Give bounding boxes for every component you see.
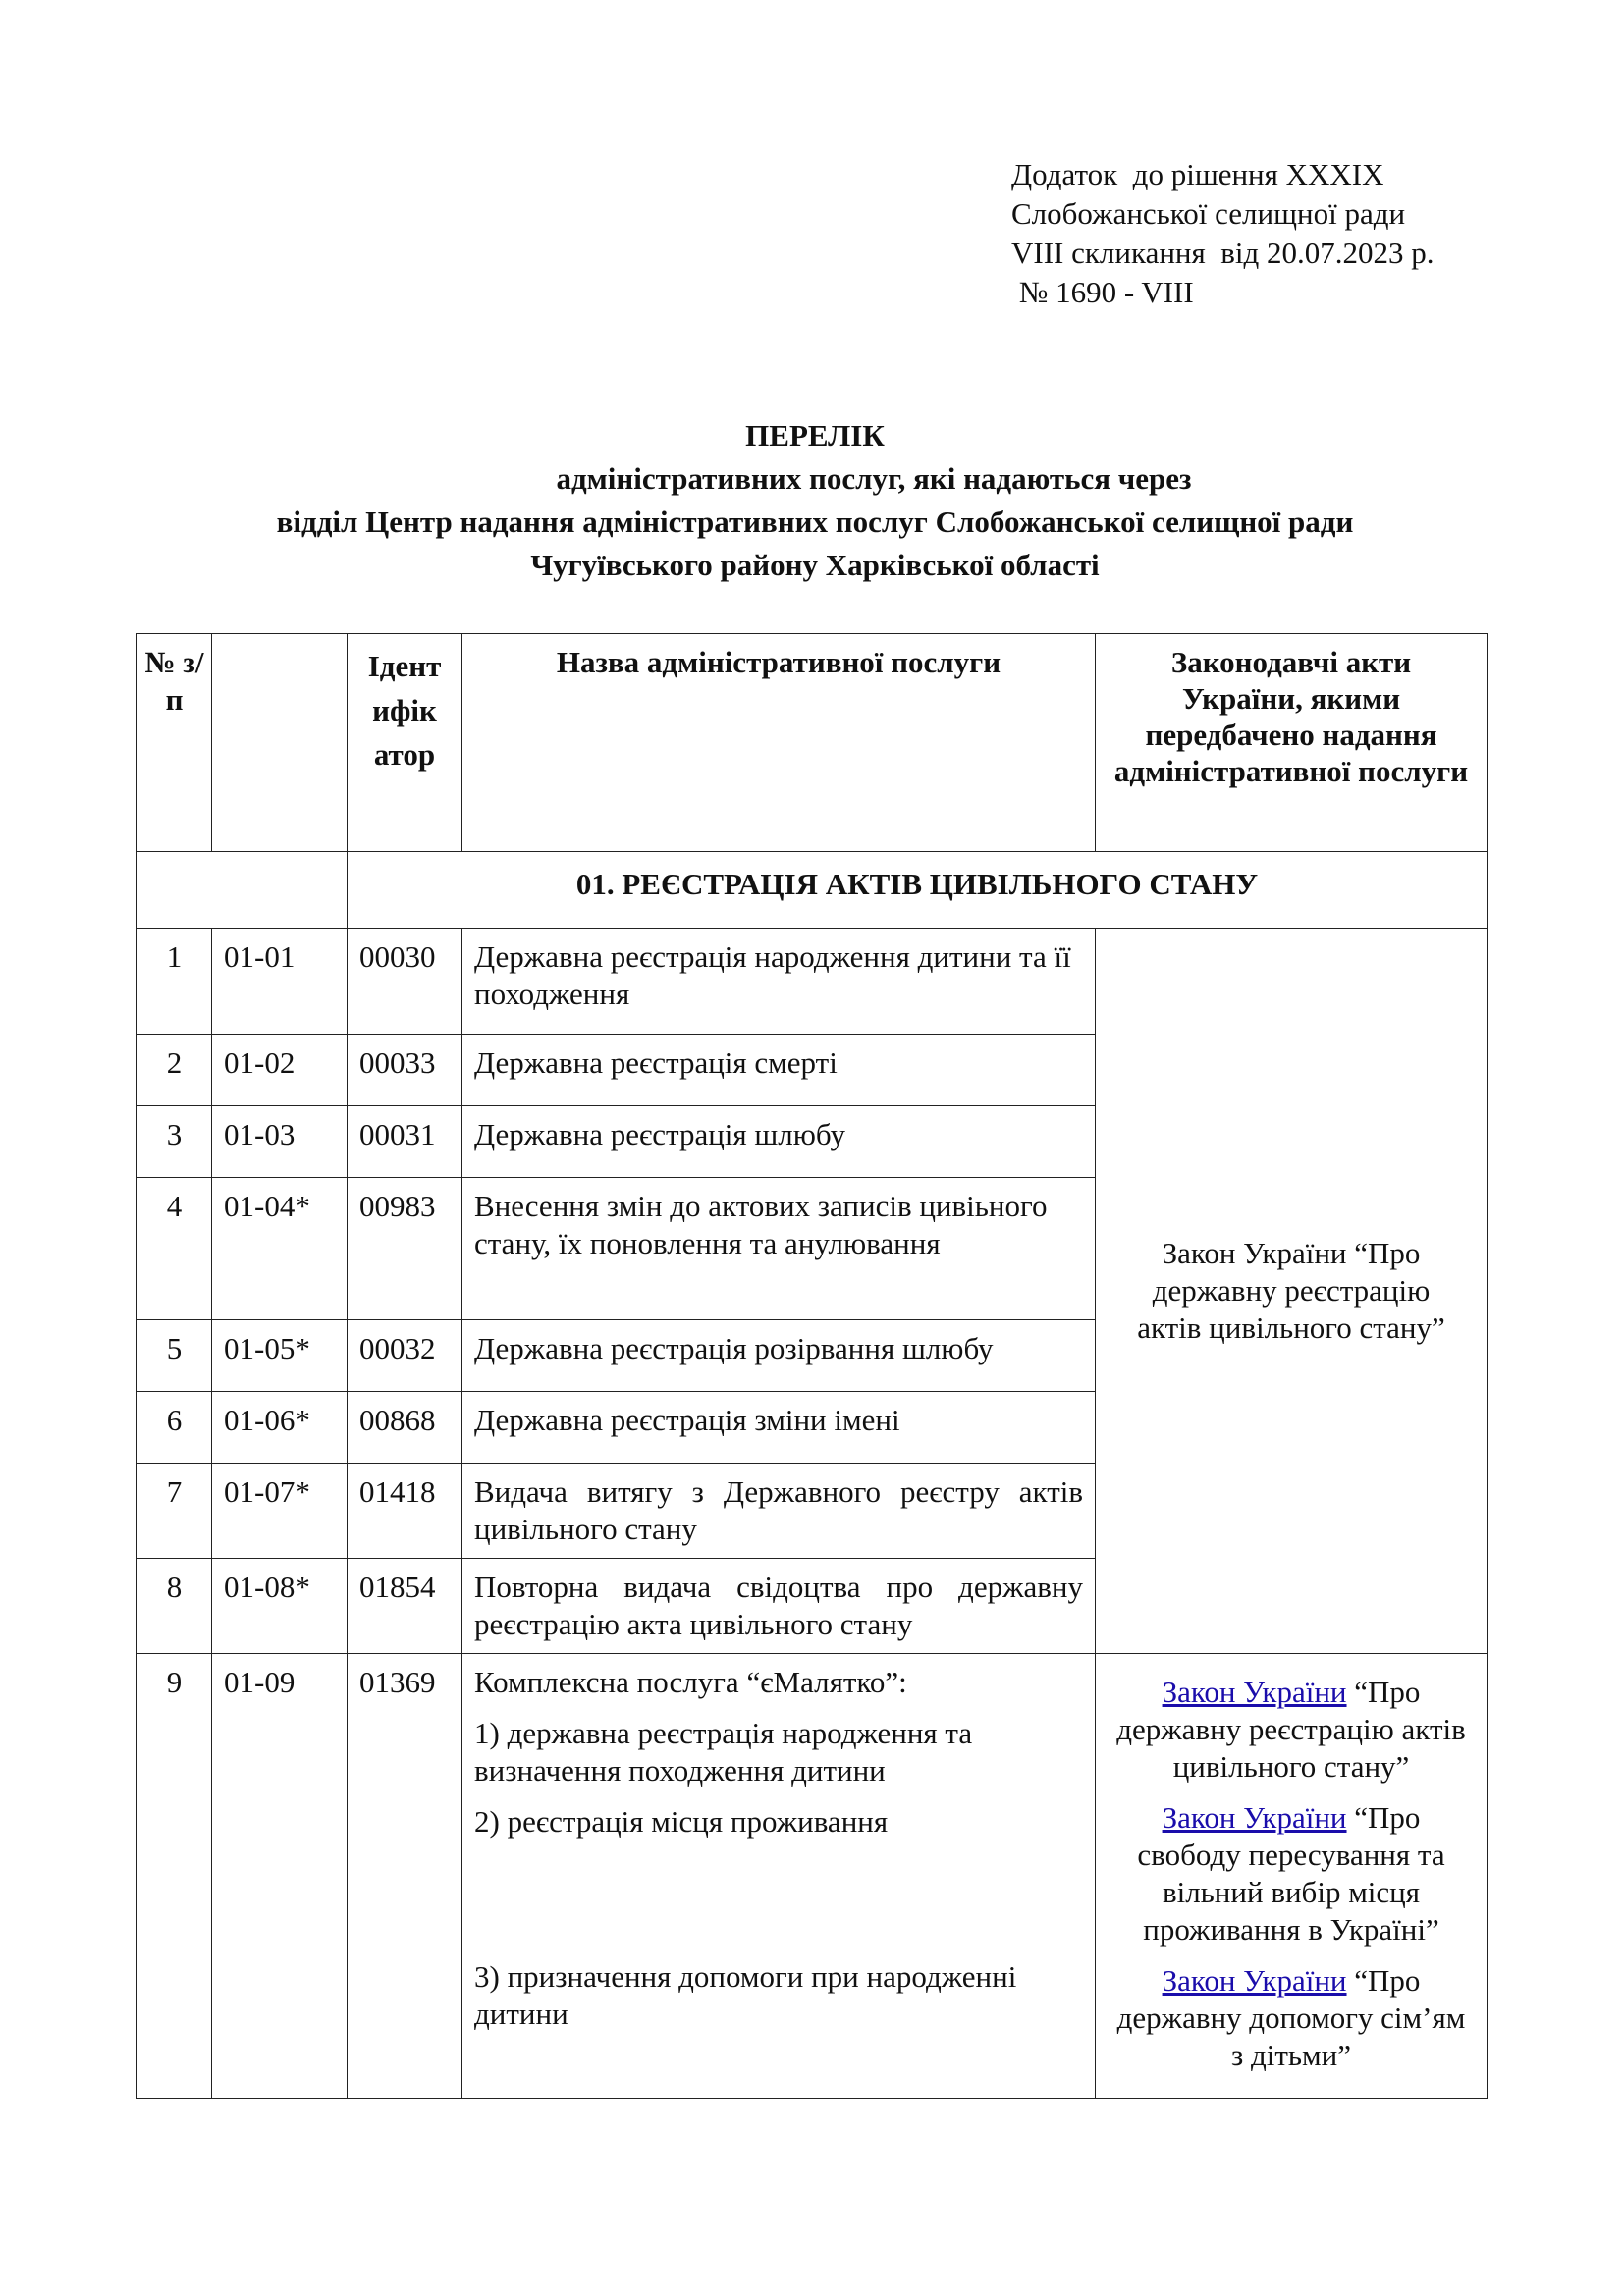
row-identifier: 01854 (348, 1559, 462, 1654)
legal-act-item (1108, 1962, 1475, 2074)
table-header-row (137, 634, 1488, 852)
document-heading (137, 414, 1492, 587)
section-row (137, 852, 1488, 929)
row-code: 01-01 (212, 929, 348, 1035)
merged-legal-act: Закон України “Про державну реєстрацію актів цивільного стану” (1096, 929, 1488, 1654)
row-identifier: 00983 (348, 1178, 462, 1320)
row-code: 01-07* (212, 1464, 348, 1559)
table-row (137, 929, 1488, 1035)
row-num: 9 (137, 1654, 212, 2099)
addendum-line: VIII скликання від 20.07.2023 р. (1011, 236, 1435, 270)
row-identifier: 01418 (348, 1464, 462, 1559)
row-code: 01-04* (212, 1178, 348, 1320)
header-identifier: Ідент ифік атор (348, 634, 462, 852)
table-row (137, 1654, 1488, 2099)
row-identifier: 00030 (348, 929, 462, 1035)
law-text: “Про свободу пересування та вільний вибір місця проживання в Україні” (1137, 1800, 1445, 1947)
header-legal-acts: Законодавчі акти України, якими передбачено надання адміністративної послуги (1096, 634, 1488, 852)
row-service-name: Внесення змін до актових записів цивіьного стану, їх поновлення та анулювання (462, 1178, 1096, 1320)
sub-service-item: 1) державна реєстрація народження та визначення походження дитини (474, 1716, 973, 1788)
row-code: 01-03 (212, 1106, 348, 1178)
row-service-name: Державна реєстрація смерті (462, 1035, 1096, 1106)
row-num: 5 (137, 1320, 212, 1392)
section-empty-cell (137, 852, 348, 929)
row-code: 01-08* (212, 1559, 348, 1654)
header-code (212, 634, 348, 852)
row-num: 3 (137, 1106, 212, 1178)
row-num: 8 (137, 1559, 212, 1654)
law-text: “Про державну реєстрацію актів цивільного стану” (1116, 1675, 1466, 1784)
sub-service-item: 2) реєстрація місця проживання (474, 1804, 889, 1839)
addendum-line: Додаток до рішення XXXIX (1011, 157, 1384, 191)
row-num: 4 (137, 1178, 212, 1320)
row-num: 7 (137, 1464, 212, 1559)
heading-line: адміністративних послуг, які надаються через (556, 461, 1192, 496)
row-num: 6 (137, 1392, 212, 1464)
row-service-name-complex (462, 1654, 1096, 2099)
row-code: 01-05* (212, 1320, 348, 1392)
law-link[interactable]: Закон України (1162, 1675, 1347, 1709)
header-service-name: Назва адміністративної послуги (462, 634, 1096, 852)
row-code: 01-06* (212, 1392, 348, 1464)
row-service-name: Державна реєстрація зміни імені (462, 1392, 1096, 1464)
row-service-name: Видача витягу з Державного реєстру актів цивільного стану (462, 1464, 1096, 1559)
section-title: 01. РЕЄСТРАЦІЯ АКТІВ ЦИВІЛЬНОГО СТАНУ (348, 852, 1488, 929)
addendum-block (1011, 155, 1435, 312)
header-num: № з/п (137, 634, 212, 852)
document-title: ПЕРЕЛІК (745, 418, 885, 453)
row-identifier: 00031 (348, 1106, 462, 1178)
row-service-name: Державна реєстрація народження дитини та її походження (462, 929, 1096, 1035)
row-identifier: 01369 (348, 1654, 462, 2099)
row-identifier: 00032 (348, 1320, 462, 1392)
heading-line: відділ Центр надання адміністративних послуг Слобожанської селищної ради (276, 505, 1354, 539)
addendum-line: Слобожанської селищної ради (1011, 196, 1406, 231)
heading-line: Чугуївського району Харківської області (530, 548, 1100, 582)
row-service-name: Державна реєстрація шлюбу (462, 1106, 1096, 1178)
addendum-line: № 1690 - VIII (1011, 275, 1194, 309)
law-link[interactable]: Закон України (1162, 1800, 1347, 1835)
law-text: “Про державну допомогу сім’ям з дітьми” (1116, 1963, 1466, 2072)
row-identifier: 00033 (348, 1035, 462, 1106)
row-legal-acts (1096, 1654, 1488, 2099)
row-code: 01-09 (212, 1654, 348, 2099)
row-num: 2 (137, 1035, 212, 1106)
legal-act-item (1108, 1674, 1475, 1786)
complex-service-title: Комплексна послуга “єМалятко”: (474, 1665, 907, 1699)
row-num: 1 (137, 929, 212, 1035)
row-identifier: 00868 (348, 1392, 462, 1464)
services-table (136, 633, 1488, 2099)
legal-act-item (1108, 1799, 1475, 1949)
sub-service-item: 3) призначення допомоги при народженні дитини (474, 1959, 1017, 2031)
row-service-name: Повторна видача свідоцтва про державну реєстрацію акта цивільного стану (462, 1559, 1096, 1654)
row-service-name: Державна реєстрація розірвання шлюбу (462, 1320, 1096, 1392)
row-code: 01-02 (212, 1035, 348, 1106)
law-link[interactable]: Закон України (1162, 1963, 1347, 1998)
